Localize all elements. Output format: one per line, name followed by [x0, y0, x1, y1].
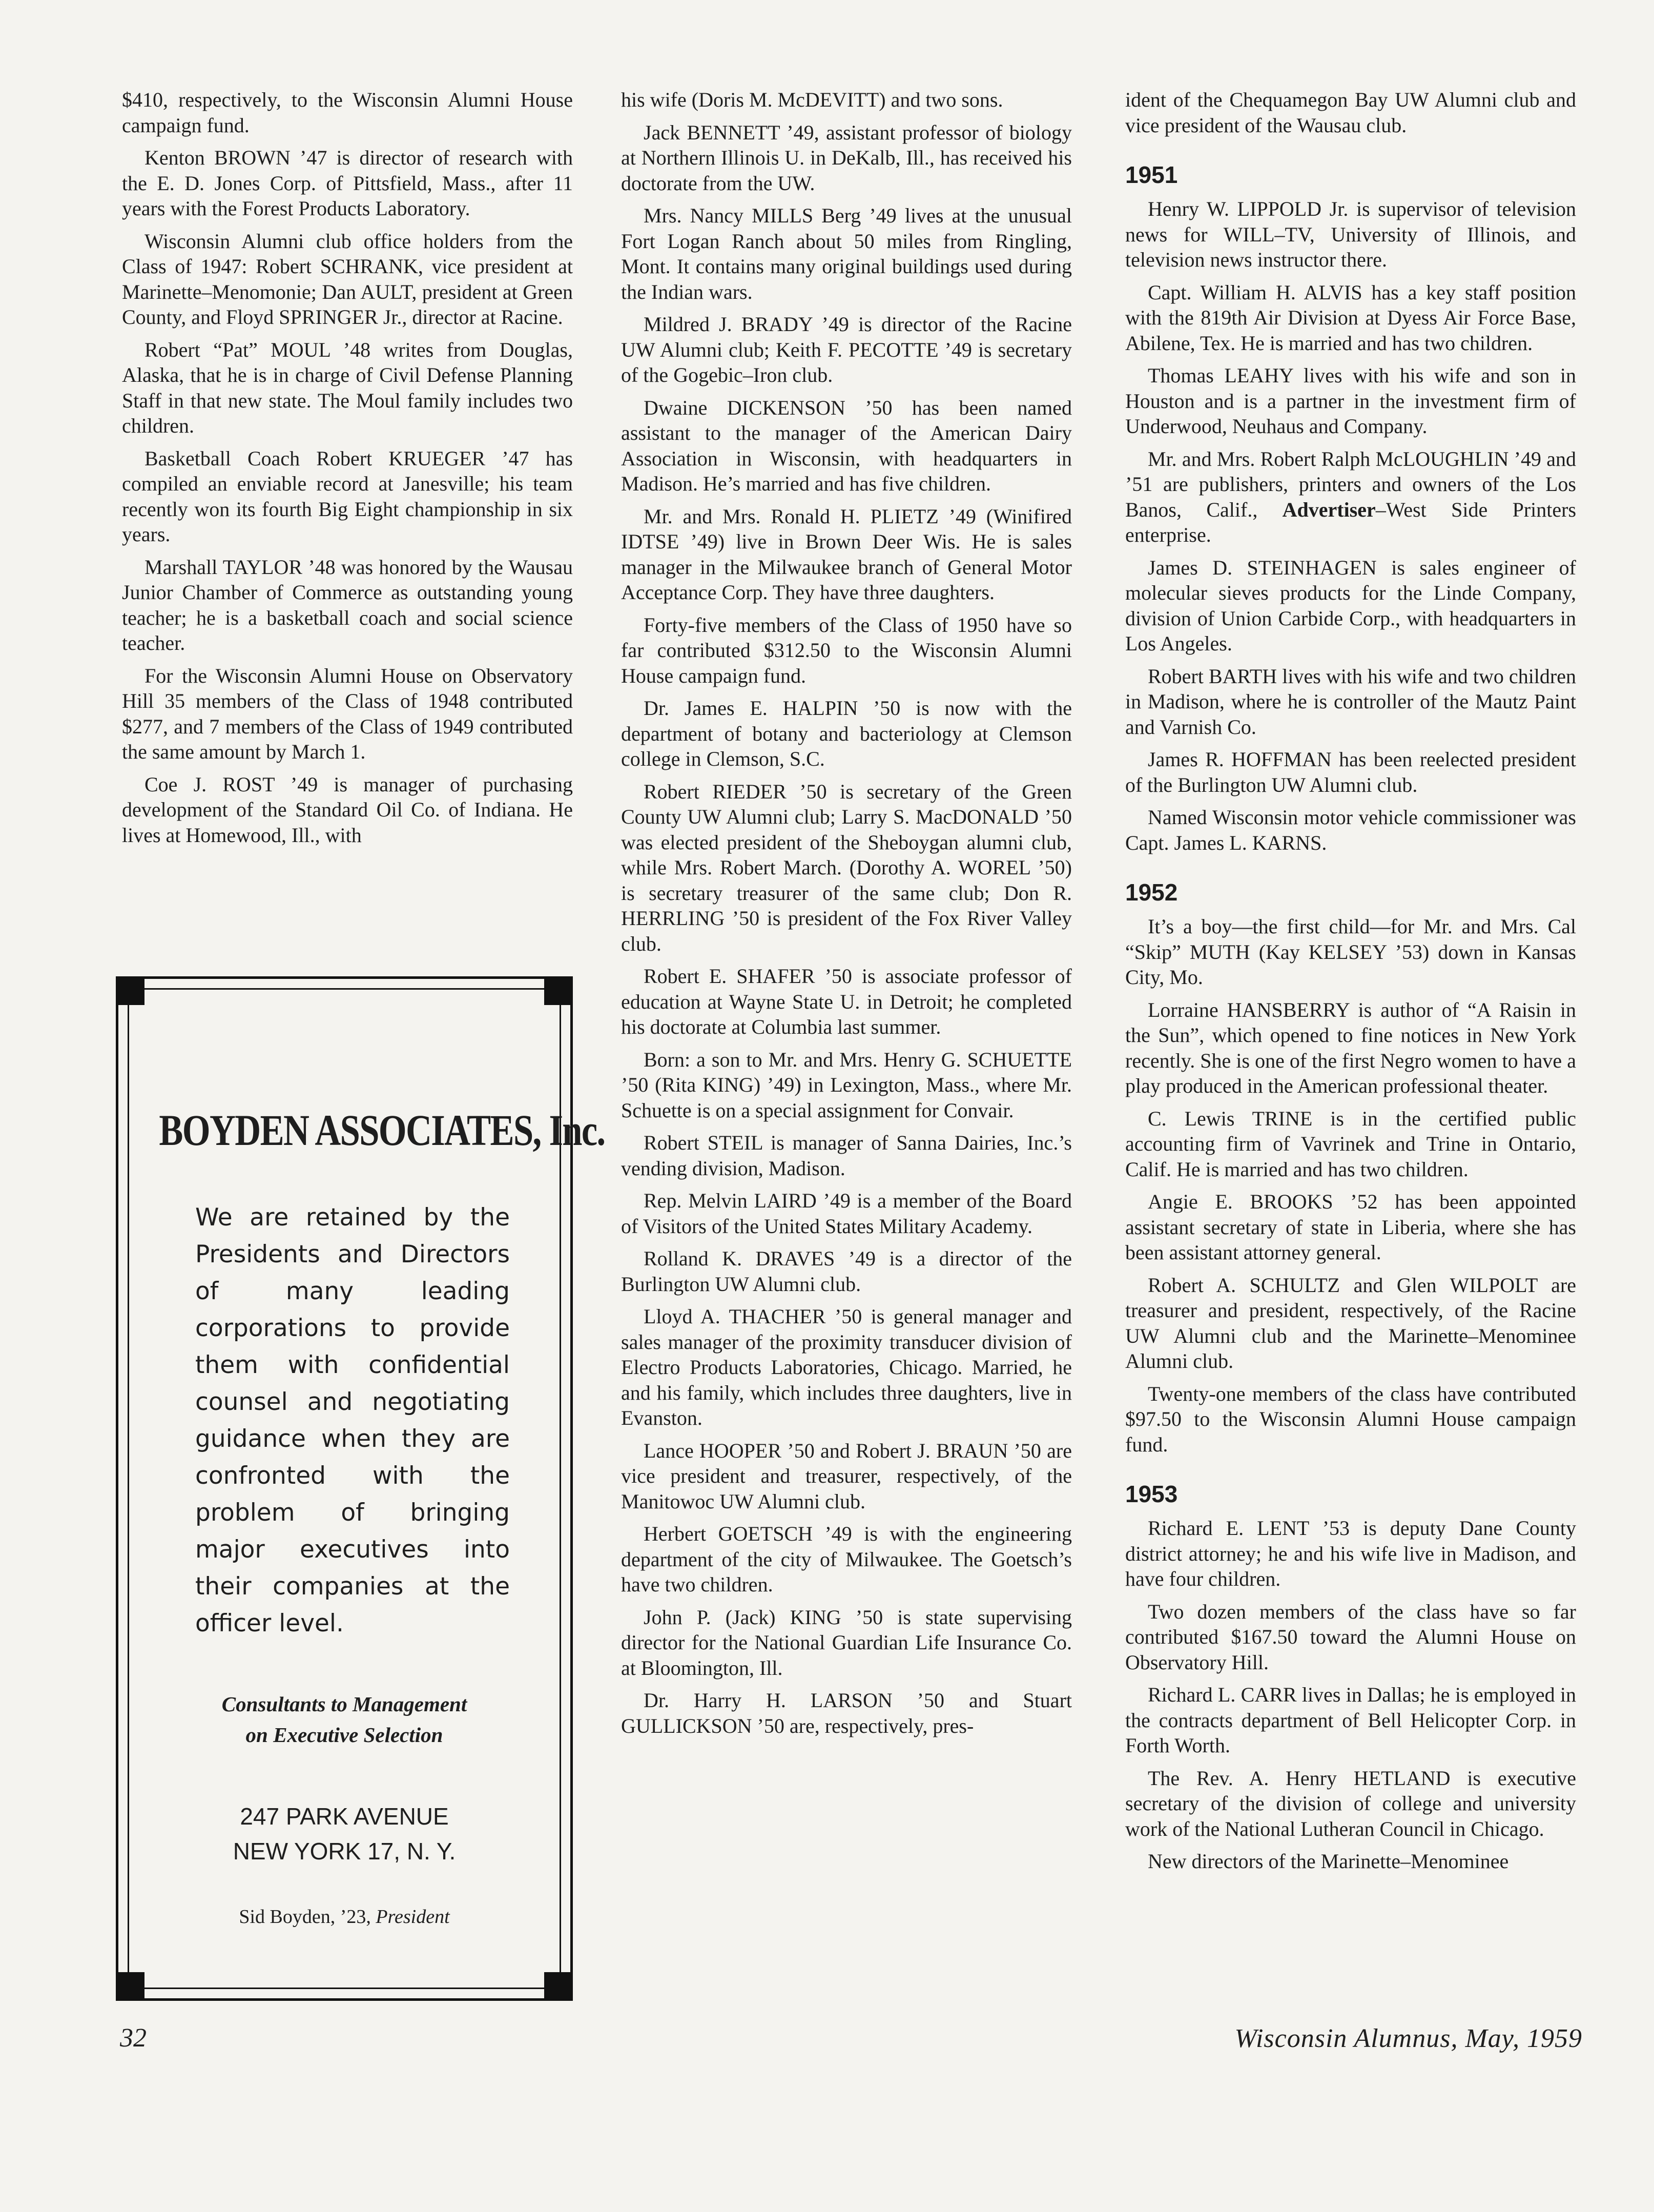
- paragraph: [1125, 446, 1576, 548]
- ad-president-title: President: [376, 1906, 450, 1928]
- paragraph: Wisconsin Alumni club office holders from the Class of 1947: Robert SCHRANK, vice president at Marinette–Menomonie; Dan AULT, president at Green County, and Floyd SPRINGER Jr., director at Racine.: [122, 229, 573, 329]
- ad-president-name: Sid Boyden, ’23,: [239, 1906, 376, 1928]
- paragraph: Kenton BROWN ’47 is director of research with the E. D. Jones Corp. of Pittsfield, Mass., after 11 years with the Forest Products Laboratory.: [122, 146, 573, 220]
- paragraph: Dwaine DICKENSON ’50 has been named assistant to the manager of the American Dairy Association in Wisconsin, with headquarters in Madison. He’s married and has five children.: [621, 396, 1072, 495]
- paragraph: Richard L. CARR lives in Dallas; he is employed in the contracts department of Bell Helicopter Corp. in Forth Worth.: [1125, 1683, 1576, 1757]
- paragraph: C. Lewis TRINE is in the certified public accounting firm of Vavrinek and Trine in Ontario, Calif. He is married and has two children.: [1125, 1107, 1576, 1181]
- column-3: [1125, 87, 1576, 1881]
- ad-president: [118, 1906, 570, 1928]
- ad-address: [118, 1799, 570, 1869]
- paragraph: Thomas LEAHY lives with his wife and son in Houston and is a partner in the investment firm of Underwood, Neuhaus and Company.: [1125, 364, 1576, 438]
- paragraph: Marshall TAYLOR ’48 was honored by the Wausau Junior Chamber of Commerce as outstanding young teacher; he is a basketball coach and social science teacher.: [122, 555, 573, 654]
- paragraph: Richard E. LENT ’53 is deputy Dane County district attorney; he and his wife live in Madison, and have four children.: [1125, 1517, 1576, 1590]
- ad-tagline-line-1: Consultants to Management: [221, 1692, 467, 1716]
- paragraph: For the Wisconsin Alumni House on Observatory Hill 35 members of the Class of 1948 contributed $277, and 7 members of the Class of 1949 contributed the same amount by March 1.: [122, 664, 573, 763]
- paragraph: Lloyd A. THACHER ’50 is general manager and sales manager of the proximity transducer division of Electro Products Laboratories, Chicago. Married, he and his family, which includes three daughters, live in Evanston.: [621, 1305, 1072, 1429]
- paragraph: The Rev. A. Henry HETLAND is executive secretary of the division of college and university work of the National Lutheran Council in Chicago.: [1125, 1766, 1576, 1840]
- paragraph: ident of the Chequamegon Bay UW Alumni club and vice president of the Wausau club.: [1125, 88, 1576, 137]
- paragraph: It’s a boy—the first child—for Mr. and Mrs. Cal “Skip” MUTH (Kay KELSEY ’53) down in Kansas City, Mo.: [1125, 915, 1576, 989]
- paragraph: Robert STEIL is manager of Sanna Dairies, Inc.’s vending division, Madison.: [621, 1131, 1072, 1180]
- paragraph: Robert “Pat” MOUL ’48 writes from Douglas, Alaska, that he is in charge of Civil Defense Planning Staff in that new state. The Moul family includes two children.: [122, 338, 573, 437]
- paragraph: Jack BENNETT ’49, assistant professor of biology at Northern Illinois U. in DeKalb, Ill., has received his doctorate from the UW.: [621, 120, 1072, 195]
- class-year-heading: 1952: [1125, 879, 1178, 906]
- paragraph: Born: a son to Mr. and Mrs. Henry G. SCHUETTE ’50 (Rita KING) ’49) in Lexington, Mass., where Mr. Schuette is on a special assignment for Convair.: [621, 1048, 1072, 1122]
- column-1: [122, 87, 573, 855]
- paragraph: Herbert GOETSCH ’49 is with the engineering department of the city of Milwaukee. The Goetsch’s have two children.: [621, 1522, 1072, 1596]
- paragraph: Henry W. LIPPOLD Jr. is supervisor of television news for WILL–TV, University of Illinois, and television news instructor there.: [1125, 197, 1576, 271]
- class-year-heading: 1953: [1125, 1481, 1178, 1507]
- ad-tagline: [118, 1689, 570, 1750]
- paragraph-text: Mr. and Mrs. Robert Ralph McLOUGHLIN ’49 and ’51 are publishers, printers and owners of the Los Banos, Calif.,: [1125, 447, 1576, 521]
- paragraph: Named Wisconsin motor vehicle commissioner was Capt. James L. KARNS.: [1125, 806, 1576, 854]
- paragraph: Forty-five members of the Class of 1950 have so far contributed $312.50 to the Wisconsin Alumni House campaign fund.: [621, 613, 1072, 687]
- paragraph: Rolland K. DRAVES ’49 is a director of the Burlington UW Alumni club.: [621, 1247, 1072, 1296]
- paragraph: Mrs. Nancy MILLS Berg ’49 lives at the unusual Fort Logan Ranch about 50 miles from Ringling, Mont. It contains many original buildings used during the Indian wars.: [621, 204, 1072, 303]
- paragraph: Lorraine HANSBERRY is author of “A Raisin in the Sun”, which opened to fine notices in New York recently. She is one of the first Negro women to have a play produced in the American professional theater.: [1125, 998, 1576, 1097]
- boyden-advertisement: [116, 976, 605, 2001]
- ad-address-city: NEW YORK 17, N. Y.: [233, 1838, 456, 1865]
- paragraph: Lance HOOPER ’50 and Robert J. BRAUN ’50 are vice president and treasurer, respectively, of the Manitowoc UW Alumni club.: [621, 1439, 1072, 1513]
- paragraph: James R. HOFFMAN has been reelected president of the Burlington UW Alumni club.: [1125, 748, 1576, 796]
- paragraph: Angie E. BROOKS ’52 has been appointed assistant secretary of state in Liberia, where she has been assistant attorney general.: [1125, 1190, 1576, 1264]
- ad-firm-name: BOYDEN ASSOCIATES, Inc.: [159, 1105, 605, 1155]
- paragraph: Robert BARTH lives with his wife and two children in Madison, where he is controller of the Mautz Paint and Varnish Co.: [1125, 664, 1576, 739]
- paragraph: John P. (Jack) KING ’50 is state supervising director for the National Guardian Life Insurance Co. at Bloomington, Ill.: [621, 1605, 1072, 1680]
- paragraph: Robert E. SHAFER ’50 is associate professor of education at Wayne State U. in Detroit; he completed his doctorate at Columbia last summer.: [621, 965, 1072, 1038]
- paragraph: Twenty-one members of the class have contributed $97.50 to the Wisconsin Alumni House campaign fund.: [1125, 1382, 1576, 1456]
- publication-footer: Wisconsin Alumnus, May, 1959: [1234, 2024, 1582, 2053]
- ad-address-street: 247 PARK AVENUE: [240, 1803, 449, 1830]
- publication-name: Advertiser: [1282, 498, 1376, 521]
- paragraph: Robert A. SCHULTZ and Glen WILPOLT are treasurer and president, respectively, of the Racine UW Alumni club and the Marinette–Menominee Alumni club.: [1125, 1273, 1576, 1373]
- paragraph: James D. STEINHAGEN is sales engineer of molecular sieves products for the Linde Company, division of Union Carbide Corp., with headquarters in Los Angeles.: [1125, 556, 1576, 655]
- paragraph: Coe J. ROST ’49 is manager of purchasing development of the Standard Oil Co. of Indiana. He lives at Homewood, Ill., with: [122, 772, 573, 847]
- ad-tagline-line-2: on Executive Selection: [245, 1723, 443, 1747]
- page-number: 32: [120, 2023, 147, 2053]
- column-2: [621, 87, 1072, 1746]
- paragraph: Two dozen members of the class have so far contributed $167.50 toward the Alumni House on Observatory Hill.: [1125, 1600, 1576, 1674]
- paragraph: Dr. James E. HALPIN ’50 is now with the department of botany and bacteriology at Clemson college in Clemson, S.C.: [621, 697, 1072, 770]
- paragraph: Rep. Melvin LAIRD ’49 is a member of the Board of Visitors of the United States Military Academy.: [621, 1189, 1072, 1238]
- paragraph: $410, respectively, to the Wisconsin Alumni House campaign fund.: [122, 88, 573, 137]
- paragraph: Basketball Coach Robert KRUEGER ’47 has compiled an enviable record at Janesville; his team recently won its fourth Big Eight championship in six years.: [122, 446, 573, 546]
- paragraph: his wife (Doris M. McDEVITT) and two sons.: [621, 88, 1003, 111]
- ad-pitch-text: We are retained by the Presidents and Directors of many leading corporations to provide them with confidential counsel and negotiating guidance when they are confronted with the problem of bringing major executives into their companies at the officer level.: [195, 1203, 510, 1637]
- paragraph-text: –West Side Printers enterprise.: [1125, 498, 1577, 546]
- paragraph: New directors of the Marinette–Menominee: [1148, 1850, 1509, 1873]
- paragraph: Mildred J. BRADY ’49 is director of the Racine UW Alumni club; Keith F. PECOTTE ’49 is secretary of the Gogebic–Iron club.: [621, 313, 1072, 386]
- class-year-heading: 1951: [1125, 161, 1178, 188]
- paragraph: Robert RIEDER ’50 is secretary of the Green County UW Alumni club; Larry S. MacDONALD ’50 was elected president of the Sheboygan alumni club, while Mrs. Robert March. (Dorothy A. WOREL ’50) is secretary treasurer of the same club; Don R. HERRLING ’50 is president of the Fox River Valley club.: [621, 780, 1072, 955]
- paragraph: Capt. William H. ALVIS has a key staff position with the 819th Air Division at Dyess Air Force Base, Abilene, Tex. He is married and has two children.: [1125, 280, 1576, 355]
- paragraph: Mr. and Mrs. Ronald H. PLIETZ ’49 (Winifired IDTSE ’49) live in Brown Deer Wis. He is sales manager in the Milwaukee branch of General Motor Acceptance Corp. They have three daughters.: [621, 504, 1072, 604]
- paragraph: Dr. Harry H. LARSON ’50 and Stuart GULLICKSON ’50 are, respectively, pres-: [621, 1689, 1072, 1737]
